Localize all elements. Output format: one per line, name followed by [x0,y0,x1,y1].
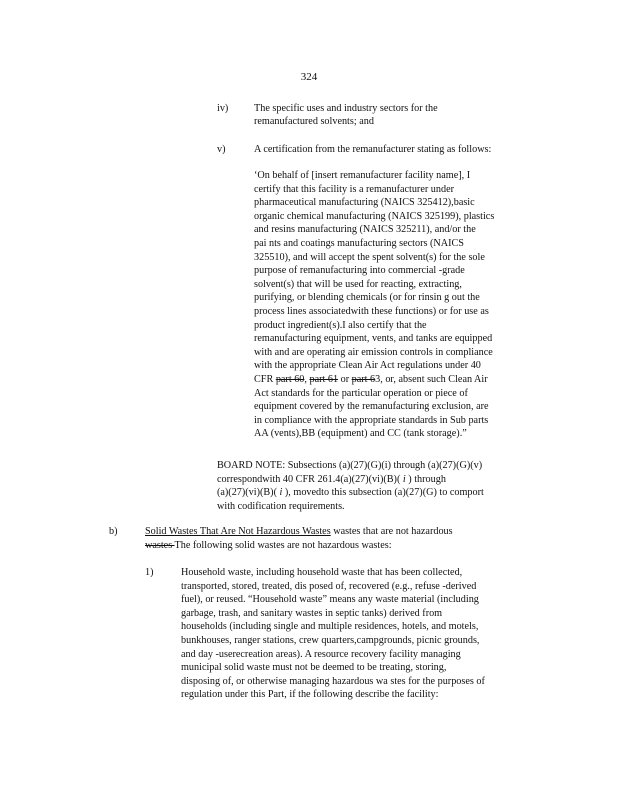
section-b-label: b) [109,526,118,537]
section-b-heading [145,525,453,539]
board-note-line [217,473,446,487]
item-1-line: fuel), or reused. “Household waste” means any waste material (including [181,594,479,606]
struck-text: part 60 [275,374,305,385]
quote-line: remanufacturing equipment, vents, and tanks are equipped [254,333,493,345]
board-note-text: ) through [405,473,446,485]
item-iv-line: The specific uses and industry sectors for the [254,103,438,114]
board-note-line: BOARD NOTE: Subsections (a)(27)(G)(i) through (a)(27)(G)(v) [217,460,483,471]
quote-line: purpose of remanufacturing into commercial -grade [254,265,465,277]
board-note-italic: i [279,487,283,499]
heading-text: wastes that are not hazardous [330,526,453,537]
struck-text: part 6 [351,374,376,385]
quote-line: certify that this facility is a remanufacturer under [254,183,454,195]
inserted-text: Solid Wastes That Are Not Hazardous Wastes [145,526,331,537]
quote-line: with and are operating air emission controls in compliance [254,346,493,358]
section-b-heading [145,539,392,553]
quote-line: pai nts and coatings manufacturing sectors (NAICS [254,238,464,249]
board-note-line: with codification requirements. [217,500,345,512]
item-iv-line: remanufactured solvents; and [254,116,374,127]
item-1-line: disposing of, or otherwise managing hazardous wa stes for the purposes of [181,675,485,687]
board-note-text: (a)(27)(vi)(B)( [217,487,280,499]
quote-line: ‘On behalf of [insert remanufacturer facility name], I [254,170,471,181]
quote-line: equipment covered by the remanufacturing exclusion, are [254,401,489,413]
struck-text: part 61 [309,374,339,385]
item-1-line: Household waste, including household waste that has been collected, [181,567,463,578]
item-1-line: transported, stored, treated, dis posed of, recovered (e.g., refuse -derived [181,580,477,592]
quote-line: AA (vents),BB (equipment) and CC (tank storage).” [254,428,467,440]
quote-line: purifying, or blending chemicals (or for rinsin g out the [254,292,480,304]
item-1-line: municipal solid waste must not be deemed to be treating, storing, [181,662,447,674]
item-iv-label: iv) [217,103,229,114]
cfr-text: , [304,374,310,385]
quote-line: with the appropriate Clean Air Act regulations under 40 [254,360,481,372]
item-1-line: households (including single and multiple residences, hotels, and motels, [181,621,479,633]
item-1-line: bunkhouses, ranger stations, crew quarters,campgrounds, picnic grounds, [181,635,480,646]
quote-line: organic chemical manufacturing (NAICS 325199), plastics [254,210,495,222]
struck-text: wastes [145,539,175,551]
quote-line: pharmaceutical manufacturing (NAICS 325412),basic [254,197,475,209]
item-1-line: and day -userecreation areas). A resource recovery facility managing [181,648,461,660]
quote-line: in compliance with the appropriate standards in Sub parts [254,414,489,426]
quote-line: product ingredient(s).I also certify that the [254,319,427,331]
quote-line-cfr [254,373,488,387]
board-note-italic: i [402,473,406,485]
item-1-line: garbage, trash, and sanitary wastes in septic tanks) derived from [181,607,443,619]
quote-line: solvent(s) that will be used for reacting, extracting, [254,278,462,290]
item-v-label: v) [217,144,226,155]
cfr-text: or [338,374,352,385]
cfr-text: 3, or, absent such Clean Air [375,374,488,385]
quote-line: Act standards for the particular operation or piece of [254,387,468,399]
item-v-intro: A certification from the remanufacturer stating as follows: [254,144,492,155]
heading-text: The following solid wastes are not hazardous wastes: [174,539,392,551]
quote-line: and resins manufacturing (NAICS 325211), and/or the [254,224,476,236]
board-note-text: ), movedto this subsection (a)(27)(G) to comport [282,487,484,499]
page-number: 324 [300,71,318,83]
cfr-text: CFR [254,374,276,385]
item-1-label: 1) [145,567,154,578]
quote-line: 325510), and will accept the spent solvent(s) for the sole [254,251,485,263]
board-note-text: correspondwith 40 CFR 261.4(a)(27)(vi)(B)( [217,473,403,485]
quote-line: process lines associatedwith these functions) or for use as [254,306,489,317]
board-note-line [217,486,484,500]
item-1-line: regulation under this Part, if the following describe the facility: [181,689,439,701]
